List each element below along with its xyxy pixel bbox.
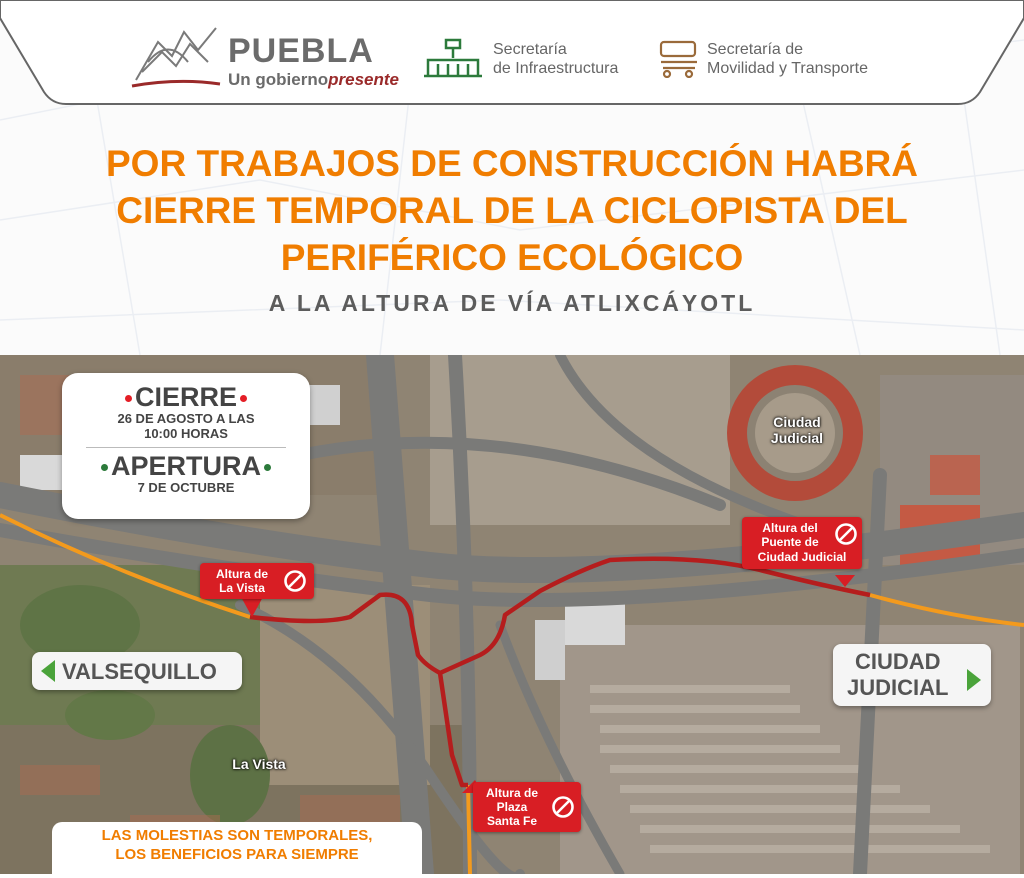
divider <box>86 447 286 448</box>
red-dot-icon <box>125 395 132 402</box>
place-label-ciudad-judicial: Ciudad Judicial <box>770 414 824 446</box>
puebla-emblem-icon <box>128 22 223 90</box>
headline-line-1: POR TRABAJOS DE CONSTRUCCIÓN HABRÁ <box>106 143 918 184</box>
mobility-transport-icon <box>657 38 701 78</box>
closure-sign-santa-fe: Altura de Plaza Santa Fe <box>473 782 581 832</box>
no-entry-icon <box>834 522 858 546</box>
headline-line-3: PERIFÉRICO ECOLÓGICO <box>280 237 744 278</box>
closure-date-2: 10:00 HORAS <box>144 426 228 441</box>
closure-sign-la-vista: Altura de La Vista <box>200 563 314 599</box>
no-entry-icon <box>283 569 307 593</box>
subheadline: A LA ALTURA DE VÍA ATLIXCÁYOTL <box>268 290 756 316</box>
sec-movilidad-label: Secretaría de Movilidad y Transporte <box>707 41 868 77</box>
sec-infraestructura-label: Secretaría de Infraestructura <box>493 41 619 77</box>
puebla-logo <box>128 22 398 92</box>
place-label-la-vista: La Vista <box>232 756 286 772</box>
closure-title: CIERRE <box>62 383 310 411</box>
direction-valsequillo: VALSEQUILLO <box>32 652 242 690</box>
arrow-left-icon <box>41 660 57 682</box>
puebla-tagline: Un gobiernopresente <box>228 70 399 89</box>
opening-date: 7 DE OCTUBRE <box>137 480 235 495</box>
headline-line-2: CIERRE TEMPORAL DE LA CICLOPISTA DEL <box>116 190 908 231</box>
dates-card <box>62 373 310 519</box>
red-dot-icon <box>240 395 247 402</box>
closure-sign-puente: Altura del Puente de Ciudad Judicial <box>742 517 862 569</box>
arrow-right-icon <box>967 669 983 691</box>
infrastructure-building-icon <box>424 38 484 78</box>
no-entry-icon <box>551 795 575 819</box>
opening-title: APERTURA <box>62 452 310 480</box>
green-dot-icon <box>101 464 108 471</box>
puebla-wordmark: PUEBLA <box>228 32 374 70</box>
closure-date-1: 26 DE AGOSTO A LAS <box>117 411 255 426</box>
headline <box>40 140 984 281</box>
direction-ciudad-judicial: CIUDAD JUDICIAL <box>833 644 991 706</box>
green-dot-icon <box>264 464 271 471</box>
footer-message: LAS MOLESTIAS SON TEMPORALES, LOS BENEFICIOS PARA SIEMPRE <box>52 822 422 878</box>
